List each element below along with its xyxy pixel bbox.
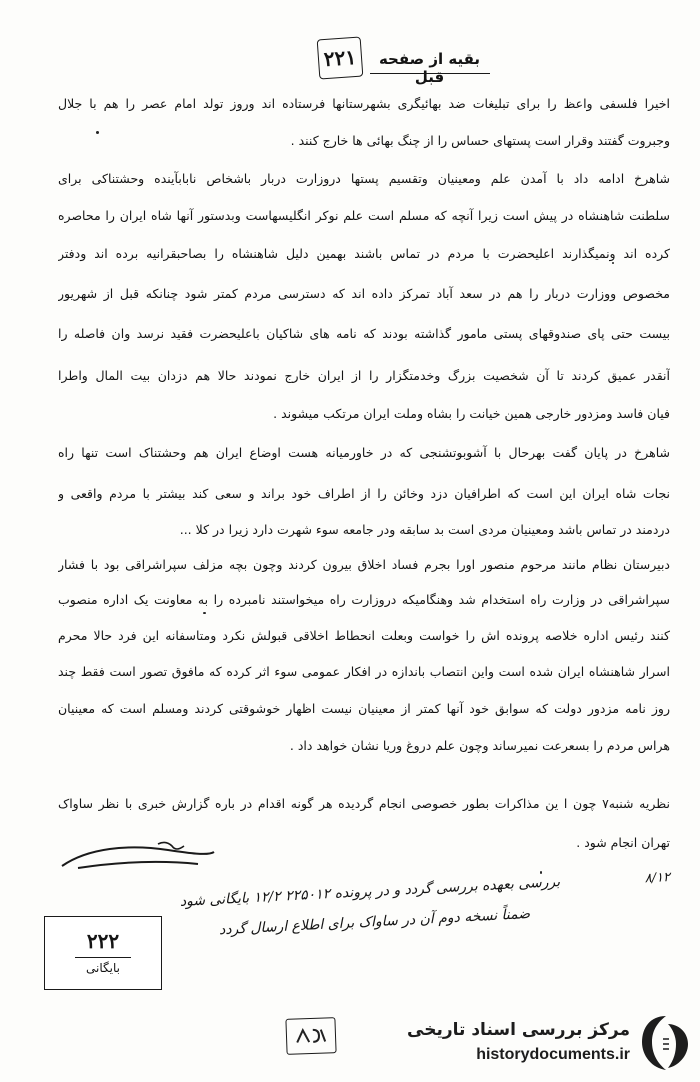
archive-number: ۲۲۲	[86, 929, 120, 953]
body-line: کرده اند ونمیگذارند اعلیحضرت با مردم در تماس باشند بهمین دلیل شاهنشاه را بصاحبقرانیه برده اند ودفتر	[58, 246, 670, 261]
body-line: نجات شاه ایران این است که اطرافیان دزد وخائن را از اطراف خود براند و سعی کند بیشتر با مردم واقعی و	[58, 486, 670, 501]
body-line: کنند رئیس اداره خلاصه پرونده اش را خواست وبعلت انحطاط اخلاقی قبولش نکرد ومتاسفانه این فرد حالا محرم	[58, 628, 670, 643]
closing-continuation: تهران انجام شود .	[576, 835, 670, 850]
body-line: بیست حتی پای صندوقهای پستی مامور گذاشته بودند که نامه های شاکیان باعلیحضرت فقید نرسد وان فاصله را	[58, 326, 670, 341]
body-line: وجبروت گفتند وقرار است پستهای حساس را از چنگ بهائی ها خارج کنند .	[290, 133, 670, 148]
body-line: آنقدر عمیق کردند تا آن شخصیت بزرگ وخدمتگزار را از ایران خارج نمودند حالا هم دزدان بیت المال واطرا	[58, 368, 670, 383]
body-line: سپراشراقی در وزارت راه استخدام شد وهنگامیکه دروزارت راه میخواستند نامبرده را به معاونت یک اداره منصوب	[58, 592, 670, 607]
body-line: فیان فاسد ومزدور خارجی همین خیانت را بشاه وملت ایران مرتکب میشوند .	[273, 406, 670, 421]
scan-speck	[540, 871, 542, 874]
body-line: دبیرستان نظام مانند مرحوم منصور اورا بجرم فساد اخلاق بیرون کردند وچون بچه مزلف سپراشراقی بود با فشار	[58, 557, 670, 572]
body-line: اسرار شاهنشاه ایران شده است واین انتصاب باندازه در افکار عمومی سوء اثر کرده که مافوق تصور است فقط چند	[58, 664, 670, 679]
archive-logo-icon	[638, 1012, 694, 1074]
page-number-stamp: ۲۲۱	[317, 37, 364, 80]
watermark-url: historydocuments.ir	[476, 1046, 630, 1063]
archive-stamp	[44, 916, 162, 990]
handwritten-note: ضمناً نسخه دوم آن در ساواک برای اطلاع ارسال گردد	[218, 906, 531, 939]
body-line: دردمند در تماس باشد ومعینیان مردی است بد سابقه ودر جامعه سوء شهرت دارد زیرا در کلا ...	[179, 522, 670, 537]
body-line: هراس مردم را بسعرعت نمیرساند وچون علم دروغ وریا نشان خواهد داد .	[289, 738, 670, 753]
body-line: مخصوص ووزارت دربار را هم در سعد آباد تمرکز داده اند که دسترسی مردم کمتر شود چنانکه قبل از شهریور	[58, 286, 670, 301]
archive-label: بایگانی	[86, 961, 120, 975]
body-line: شاهرخ در پایان گفت بهرحال با آشوبوتشنجی که در خاورمیانه هست اوضاع ایران هم وحشتناک است تنها راه	[58, 445, 670, 460]
signature-scrawl	[58, 838, 218, 878]
watermark-organization: مرکز بررسی اسناد تاریخی	[407, 1020, 630, 1040]
archive-underline	[75, 957, 131, 958]
body-line: شاهرخ ادامه داد با آمدن علم ومعینیان وتقسیم پستها دروزارت دربار باشخاص نابابآینده وحشتناکی برای	[58, 171, 670, 186]
body-line: اخیرا فلسفی واعظ را برای تبلیغات ضد بهائیگری بشهرستانها فرستاده اند وروز تولد امام عصر را هم با جلال	[58, 96, 670, 111]
body-line: روز نامه مزدور دولت که سوابق خود آنها کمتر از معینیان نیست اظهار خوشوقتی کردند ومسلم است که معینیان	[58, 701, 670, 716]
bottom-page-stamp	[285, 1017, 336, 1055]
body-line: سلطنت شاهنشاه در پیش است زیرا آنچه که مسلم است علم نوکر انگلیسهاست وبدستور آنها شاه ایران را محاصره	[58, 208, 670, 223]
handwritten-side-mark: ۸/۱۲	[644, 870, 671, 887]
scan-speck	[203, 612, 206, 614]
handwritten-note: بررسی بعهده بررسی گردد و در پرونده ۲۲۵۰۱۲ ۱۲/۲ بایگانی شود	[179, 874, 561, 910]
stamp-scribble-icon	[293, 1023, 330, 1048]
header-underline	[370, 73, 490, 74]
continued-from-previous-page: بقیه از صفحه قبل	[378, 50, 481, 86]
closing-note: نظریه شنبه۷ چون ا ین مذاکرات بطور خصوصی انجام گردیده هر گونه اقدام در باره گزارش خبری با نظر ساواک	[58, 796, 670, 811]
